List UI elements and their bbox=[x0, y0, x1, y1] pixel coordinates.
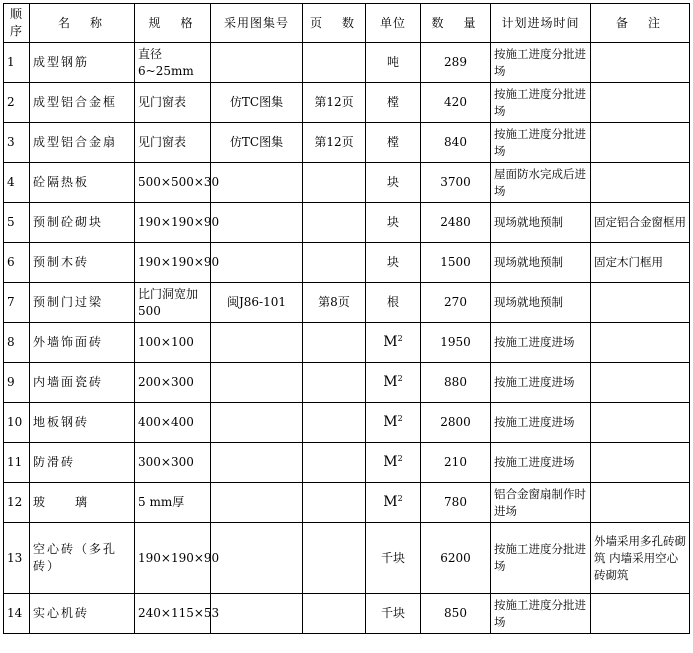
unit-text: M bbox=[383, 414, 398, 430]
cell-atlas bbox=[211, 403, 303, 443]
cell-unit bbox=[366, 283, 421, 323]
cell-name: 玻 璃 bbox=[30, 483, 135, 523]
cell-name: 空心砖（多孔砖） bbox=[30, 523, 135, 594]
cell-qty: 420 bbox=[421, 83, 491, 123]
cell-plan: 铝合金窗扇制作时进场 bbox=[491, 483, 591, 523]
cell-spec: 190×190×90 bbox=[135, 523, 211, 594]
cell-atlas bbox=[211, 443, 303, 483]
cell-atlas bbox=[211, 523, 303, 594]
cell-qty: 1950 bbox=[421, 323, 491, 363]
cell-page bbox=[303, 163, 366, 203]
cell-qty: 1500 bbox=[421, 243, 491, 283]
table-row bbox=[4, 483, 690, 523]
cell-unit bbox=[366, 323, 421, 363]
cell-no: 8 bbox=[4, 323, 30, 363]
cell-atlas bbox=[211, 594, 303, 634]
cell-spec: 直径6~25mm bbox=[135, 43, 211, 83]
cell-plan: 按施工进度分批进场 bbox=[491, 43, 591, 83]
table-row bbox=[4, 283, 690, 323]
unit-superscript: 2 bbox=[397, 374, 403, 383]
unit-superscript: 2 bbox=[397, 494, 403, 503]
cell-unit bbox=[366, 243, 421, 283]
cell-plan: 按施工进度进场 bbox=[491, 443, 591, 483]
cell-no: 14 bbox=[4, 594, 30, 634]
cell-atlas: 仿TC图集 bbox=[211, 83, 303, 123]
unit-text: 千块 bbox=[380, 606, 405, 620]
cell-no: 4 bbox=[4, 163, 30, 203]
cell-note: 固定铝合金窗框用 bbox=[591, 203, 690, 243]
cell-qty: 289 bbox=[421, 43, 491, 83]
table-row bbox=[4, 163, 690, 203]
cell-unit bbox=[366, 594, 421, 634]
unit-text: 千块 bbox=[380, 550, 405, 565]
cell-no: 9 bbox=[4, 363, 30, 403]
cell-page bbox=[303, 483, 366, 523]
cell-name: 外墙饰面砖 bbox=[30, 323, 135, 363]
cell-qty: 880 bbox=[421, 363, 491, 403]
unit-text: 樘 bbox=[386, 95, 399, 109]
cell-atlas bbox=[211, 323, 303, 363]
cell-no: 13 bbox=[4, 523, 30, 594]
cell-qty: 3700 bbox=[421, 163, 491, 203]
unit-text: 吨 bbox=[386, 55, 399, 69]
unit-text: 块 bbox=[386, 175, 399, 189]
cell-page bbox=[303, 203, 366, 243]
cell-name: 成型钢筋 bbox=[30, 43, 135, 83]
table-row bbox=[4, 523, 690, 594]
cell-no: 7 bbox=[4, 283, 30, 323]
cell-qty: 210 bbox=[421, 443, 491, 483]
header-no: 顺序 bbox=[4, 4, 30, 43]
cell-plan: 按施工进度进场 bbox=[491, 323, 591, 363]
table-header-row bbox=[4, 4, 690, 43]
cell-spec: 见门窗表 bbox=[135, 83, 211, 123]
unit-text: M bbox=[383, 494, 398, 510]
cell-note bbox=[591, 483, 690, 523]
cell-unit bbox=[366, 123, 421, 163]
cell-spec: 200×300 bbox=[135, 363, 211, 403]
cell-note bbox=[591, 363, 690, 403]
cell-qty: 780 bbox=[421, 483, 491, 523]
cell-note bbox=[591, 443, 690, 483]
cell-atlas bbox=[211, 243, 303, 283]
table-row bbox=[4, 363, 690, 403]
cell-spec: 见门窗表 bbox=[135, 123, 211, 163]
cell-note: 固定木门框用 bbox=[591, 243, 690, 283]
cell-atlas: 仿TC图集 bbox=[211, 123, 303, 163]
cell-unit bbox=[366, 43, 421, 83]
cell-spec: 100×100 bbox=[135, 323, 211, 363]
cell-qty: 2800 bbox=[421, 403, 491, 443]
cell-page bbox=[303, 363, 366, 403]
header-spec: 规 格 bbox=[135, 4, 211, 43]
table-row bbox=[4, 594, 690, 634]
cell-spec: 190×190×90 bbox=[135, 243, 211, 283]
cell-qty: 2480 bbox=[421, 203, 491, 243]
cell-no: 5 bbox=[4, 203, 30, 243]
cell-atlas bbox=[211, 363, 303, 403]
cell-atlas bbox=[211, 483, 303, 523]
cell-page bbox=[303, 443, 366, 483]
cell-name: 内墙面瓷砖 bbox=[30, 363, 135, 403]
cell-spec: 300×300 bbox=[135, 443, 211, 483]
cell-spec: 240×115×53 bbox=[135, 594, 211, 634]
cell-name: 预制砼砌块 bbox=[30, 203, 135, 243]
table-row bbox=[4, 443, 690, 483]
cell-no: 11 bbox=[4, 443, 30, 483]
cell-qty: 6200 bbox=[421, 523, 491, 594]
table-row bbox=[4, 243, 690, 283]
cell-qty: 850 bbox=[421, 594, 491, 634]
cell-spec: 比门洞宽加500 bbox=[135, 283, 211, 323]
header-note: 备 注 bbox=[591, 4, 690, 43]
cell-unit bbox=[366, 443, 421, 483]
cell-no: 1 bbox=[4, 43, 30, 83]
cell-spec: 190×190×90 bbox=[135, 203, 211, 243]
cell-page bbox=[303, 403, 366, 443]
cell-spec: 5 mm厚 bbox=[135, 483, 211, 523]
header-plan: 计划进场时间 bbox=[491, 4, 591, 43]
cell-note bbox=[591, 123, 690, 163]
cell-page bbox=[303, 323, 366, 363]
cell-spec: 400×400 bbox=[135, 403, 211, 443]
cell-qty: 270 bbox=[421, 283, 491, 323]
table-row bbox=[4, 123, 690, 163]
unit-text: M bbox=[383, 454, 398, 470]
table-row bbox=[4, 403, 690, 443]
cell-page: 第12页 bbox=[303, 83, 366, 123]
cell-plan: 现场就地预制 bbox=[491, 203, 591, 243]
cell-unit bbox=[366, 523, 421, 594]
cell-name: 防滑砖 bbox=[30, 443, 135, 483]
cell-unit bbox=[366, 403, 421, 443]
cell-name: 成型铝合金框 bbox=[30, 83, 135, 123]
cell-unit bbox=[366, 163, 421, 203]
unit-superscript: 2 bbox=[397, 454, 403, 463]
cell-plan: 按施工进度进场 bbox=[491, 363, 591, 403]
cell-atlas bbox=[211, 203, 303, 243]
cell-plan: 按施工进度分批进场 bbox=[491, 523, 591, 594]
cell-atlas bbox=[211, 43, 303, 83]
cell-page bbox=[303, 523, 366, 594]
cell-page bbox=[303, 594, 366, 634]
header-page: 页 数 bbox=[303, 4, 366, 43]
header-qty: 数 量 bbox=[421, 4, 491, 43]
cell-note bbox=[591, 283, 690, 323]
cell-name: 实心机砖 bbox=[30, 594, 135, 634]
cell-page bbox=[303, 243, 366, 283]
cell-note bbox=[591, 43, 690, 83]
table-row bbox=[4, 43, 690, 83]
table-row bbox=[4, 323, 690, 363]
header-atlas: 采用图集号 bbox=[211, 4, 303, 43]
cell-spec: 500×500×30 bbox=[135, 163, 211, 203]
cell-note bbox=[591, 594, 690, 634]
cell-plan: 按施工进度分批进场 bbox=[491, 594, 591, 634]
cell-name: 砼隔热板 bbox=[30, 163, 135, 203]
cell-plan: 按施工进度分批进场 bbox=[491, 123, 591, 163]
cell-name: 预制门过梁 bbox=[30, 283, 135, 323]
cell-note bbox=[591, 163, 690, 203]
unit-text: 樘 bbox=[386, 135, 399, 149]
cell-no: 2 bbox=[4, 83, 30, 123]
unit-text: M bbox=[383, 334, 398, 350]
cell-page: 第12页 bbox=[303, 123, 366, 163]
cell-plan: 现场就地预制 bbox=[491, 283, 591, 323]
unit-text: M bbox=[383, 374, 398, 390]
table-row bbox=[4, 203, 690, 243]
cell-note bbox=[591, 403, 690, 443]
unit-superscript: 2 bbox=[397, 334, 403, 343]
cell-no: 6 bbox=[4, 243, 30, 283]
cell-name: 地板钢砖 bbox=[30, 403, 135, 443]
cell-unit bbox=[366, 483, 421, 523]
cell-unit bbox=[366, 83, 421, 123]
unit-text: 块 bbox=[386, 255, 399, 269]
cell-note bbox=[591, 323, 690, 363]
cell-name: 预制木砖 bbox=[30, 243, 135, 283]
cell-plan: 现场就地预制 bbox=[491, 243, 591, 283]
unit-superscript: 2 bbox=[397, 414, 403, 423]
cell-no: 10 bbox=[4, 403, 30, 443]
cell-unit bbox=[366, 203, 421, 243]
cell-qty: 840 bbox=[421, 123, 491, 163]
cell-no: 3 bbox=[4, 123, 30, 163]
cell-no: 12 bbox=[4, 483, 30, 523]
cell-note bbox=[591, 83, 690, 123]
cell-page: 第8页 bbox=[303, 283, 366, 323]
cell-plan: 按施工进度分批进场 bbox=[491, 83, 591, 123]
unit-text: 块 bbox=[386, 215, 399, 229]
cell-page bbox=[303, 43, 366, 83]
cell-note: 外墙采用多孔砖砌筑 内墙采用空心砖砌筑 bbox=[591, 523, 690, 594]
header-unit: 单位 bbox=[366, 4, 421, 43]
cell-atlas bbox=[211, 163, 303, 203]
unit-text: 根 bbox=[386, 295, 399, 309]
header-name: 名 称 bbox=[30, 4, 135, 43]
cell-plan: 屋面防水完成后进场 bbox=[491, 163, 591, 203]
table-row bbox=[4, 83, 690, 123]
cell-unit bbox=[366, 363, 421, 403]
cell-plan: 按施工进度进场 bbox=[491, 403, 591, 443]
cell-atlas: 闽J86-101 bbox=[211, 283, 303, 323]
cell-name: 成型铝合金扇 bbox=[30, 123, 135, 163]
materials-table bbox=[3, 3, 690, 634]
